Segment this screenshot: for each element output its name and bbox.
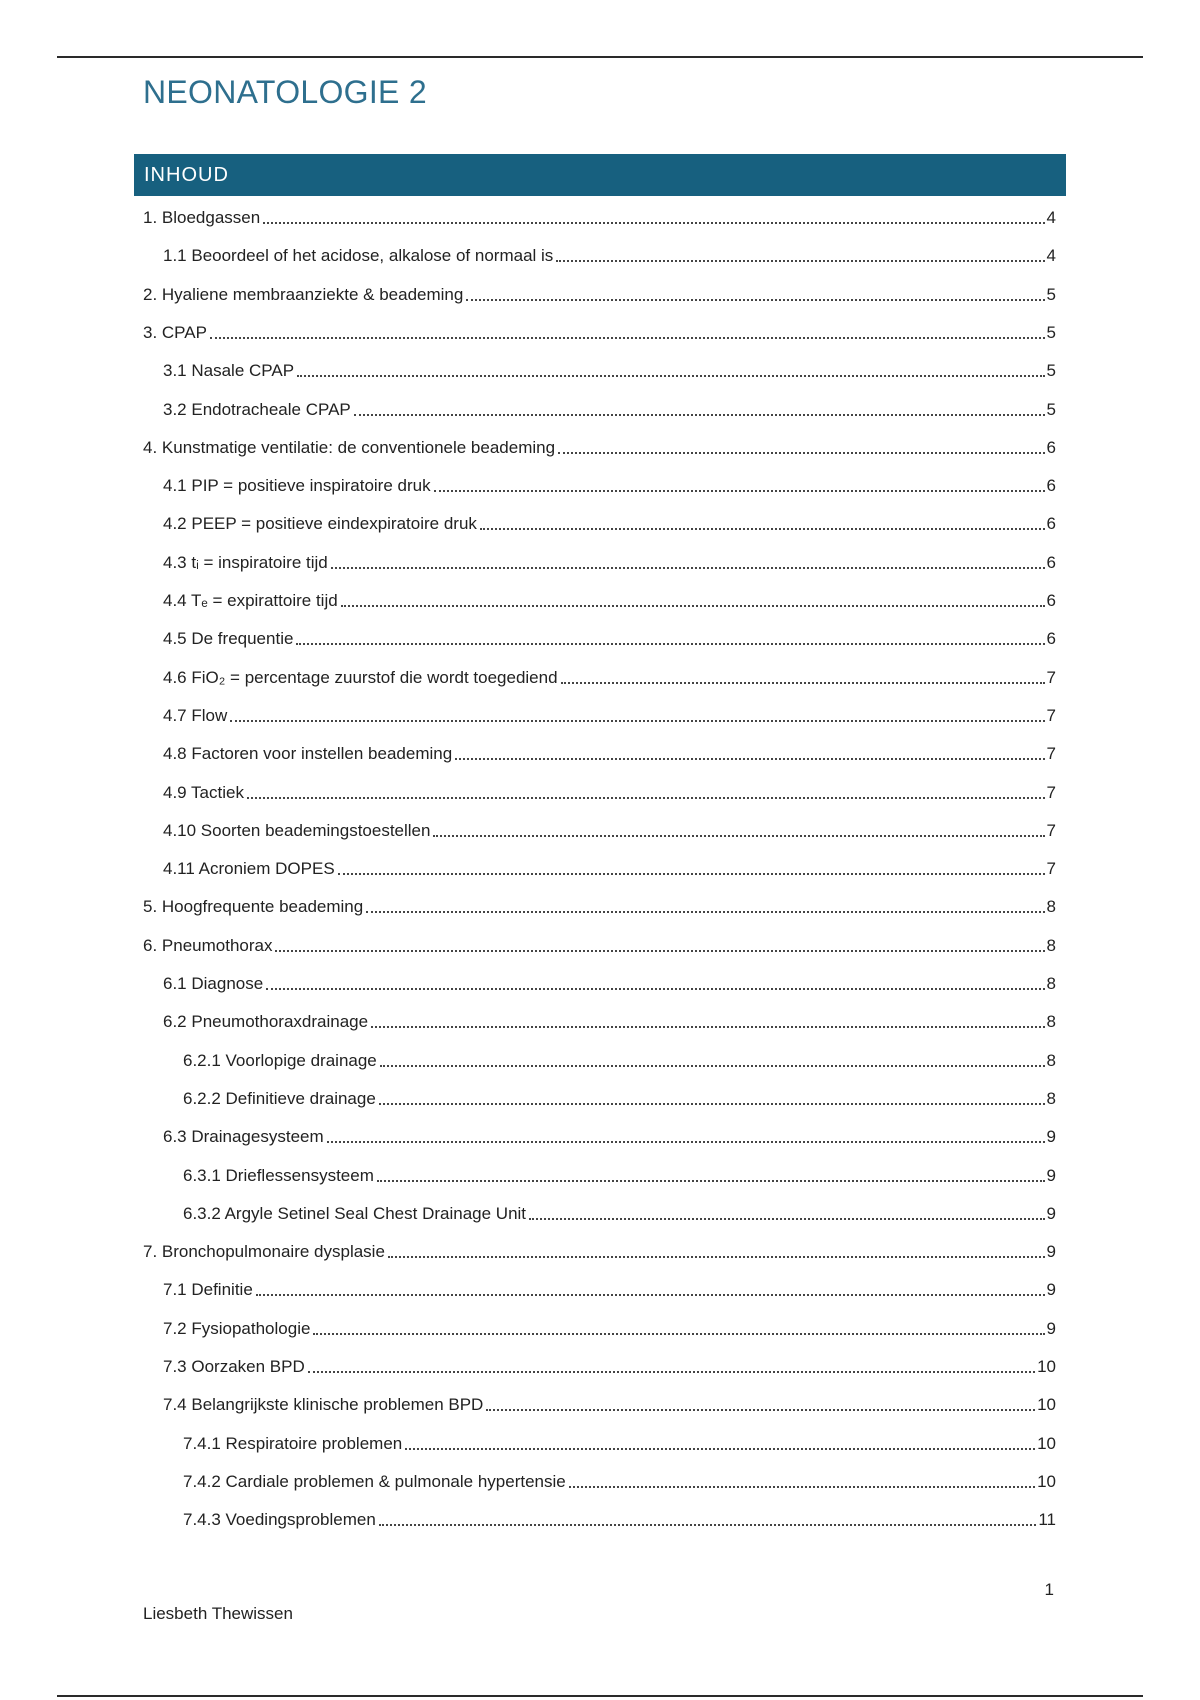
toc-dot-leader: [366, 911, 1044, 913]
toc-dot-leader: [405, 1448, 1035, 1450]
toc-dot-leader: [341, 605, 1045, 607]
toc-entry[interactable]: [143, 934, 1056, 958]
toc-entry[interactable]: [163, 1278, 1056, 1302]
toc-entry[interactable]: [183, 1470, 1056, 1494]
toc-entry[interactable]: [163, 474, 1056, 498]
toc-entry-page: 7: [1046, 859, 1056, 878]
toc-dot-leader: [569, 1486, 1035, 1488]
toc-entry-title: 3.1 Nasale CPAP: [163, 361, 295, 380]
toc-entry[interactable]: [163, 627, 1056, 651]
toc-entry-title: 6. Pneumothorax: [143, 936, 273, 955]
toc-entry[interactable]: [163, 1393, 1056, 1417]
toc-entry-title: 2. Hyaliene membraanziekte & beademing: [143, 285, 464, 304]
toc-entry-title: 7. Bronchopulmonaire dysplasie: [143, 1242, 385, 1261]
toc-entry-title: 7.4.3 Voedingsproblemen: [183, 1510, 376, 1529]
toc-entry-page: 7: [1046, 668, 1056, 687]
toc-dot-leader: [379, 1103, 1045, 1105]
top-rule: [57, 56, 1143, 58]
toc-entry-title: 4.11 Acroniem DOPES: [163, 859, 335, 878]
toc-entry[interactable]: [163, 512, 1056, 536]
toc-dot-leader: [263, 222, 1044, 224]
toc-entry[interactable]: [163, 857, 1056, 881]
toc-dot-leader: [433, 835, 1044, 837]
toc-entry-title: 1. Bloedgassen: [143, 208, 261, 227]
toc-entry-page: 10: [1037, 1395, 1056, 1414]
toc-dot-leader: [275, 950, 1044, 952]
toc-entry-title: 7.2 Fysiopathologie: [163, 1319, 311, 1338]
toc-dot-leader: [327, 1141, 1045, 1143]
toc-entry-page: 6: [1046, 476, 1056, 495]
toc-entry-title: 1.1 Beoordeel of het acidose, alkalose of normaal is: [163, 246, 554, 265]
toc-entry-title: 3. CPAP: [143, 323, 207, 342]
toc-entry-title: 7.4.2 Cardiale problemen & pulmonale hypertensie: [183, 1472, 566, 1491]
toc-entry[interactable]: [143, 321, 1056, 345]
toc-entry-page: 5: [1046, 361, 1056, 380]
document-title: NEONATOLOGIE 2: [143, 74, 427, 110]
toc-entry[interactable]: [163, 666, 1056, 690]
toc-entry-title: 6.2.1 Voorlopige drainage: [183, 1051, 377, 1070]
toc-entry-title: 4.7 Flow: [163, 706, 228, 725]
toc-entry-title: 4.1 PIP = positieve inspiratoire druk: [163, 476, 431, 495]
toc-entry-page: 6: [1046, 629, 1056, 648]
toc-entry-page: 4: [1046, 208, 1056, 227]
toc-entry[interactable]: [163, 1010, 1056, 1034]
toc-entry[interactable]: [163, 1125, 1056, 1149]
author-name: Liesbeth Thewissen: [143, 1604, 293, 1623]
toc-dot-leader: [354, 414, 1045, 416]
toc-dot-leader: [377, 1180, 1045, 1182]
toc-entry-page: 8: [1046, 1089, 1056, 1108]
toc-entry-page: 4: [1046, 246, 1056, 265]
toc-entry-page: 5: [1046, 323, 1056, 342]
toc-entry[interactable]: [163, 972, 1056, 996]
toc-entry-title: 4. Kunstmatige ventilatie: de conventionele beademing: [143, 438, 556, 457]
toc-dot-leader: [529, 1218, 1045, 1220]
toc-entry-title: 7.1 Definitie: [163, 1280, 253, 1299]
toc-dot-leader: [558, 452, 1044, 454]
toc-entry[interactable]: [143, 283, 1056, 307]
toc-entry-page: 7: [1046, 706, 1056, 725]
toc-entry-page: 6: [1046, 553, 1056, 572]
toc-entry-title: 7.4 Belangrijkste klinische problemen BPD: [163, 1395, 484, 1414]
toc-entry-page: 8: [1046, 1051, 1056, 1070]
toc-dot-leader: [297, 375, 1045, 377]
toc-entry[interactable]: [163, 589, 1056, 613]
toc-entry[interactable]: [143, 436, 1056, 460]
toc-dot-leader: [466, 299, 1044, 301]
toc-entry-page: 8: [1046, 974, 1056, 993]
toc-dot-leader: [247, 797, 1045, 799]
toc-entry-title: 4.2 PEEP = positieve eindexpiratoire druk: [163, 514, 477, 533]
toc-entry[interactable]: [143, 1240, 1056, 1264]
toc-dot-leader: [434, 490, 1045, 492]
toc-entry[interactable]: [163, 781, 1056, 805]
toc-entry-title: 5. Hoogfrequente beademing: [143, 897, 364, 916]
toc-entry-title: 6.3.2 Argyle Setinel Seal Chest Drainage Unit: [183, 1204, 527, 1223]
bottom-rule: [57, 1695, 1143, 1697]
toc-entry[interactable]: [183, 1432, 1056, 1456]
toc-entry-page: 7: [1046, 783, 1056, 802]
toc-dot-leader: [486, 1409, 1035, 1411]
toc-entry-title: 4.3 tᵢ = inspiratoire tijd: [163, 553, 328, 572]
toc-dot-leader: [313, 1333, 1044, 1335]
toc-dot-leader: [388, 1256, 1045, 1258]
toc-entry-title: 6.3.1 Drieflessensysteem: [183, 1166, 374, 1185]
toc-entry[interactable]: [163, 359, 1056, 383]
toc-entry-title: 6.1 Diagnose: [163, 974, 264, 993]
toc-dot-leader: [371, 1026, 1044, 1028]
page-number: 1: [1044, 1580, 1054, 1599]
toc-entry-title: 7.3 Oorzaken BPD: [163, 1357, 305, 1376]
toc-entry[interactable]: [183, 1087, 1056, 1111]
toc-dot-leader: [338, 873, 1045, 875]
toc-entry-page: 6: [1046, 591, 1056, 610]
toc-entry[interactable]: [163, 398, 1056, 422]
toc-dot-leader: [480, 528, 1045, 530]
toc-entry[interactable]: [163, 551, 1056, 575]
toc-dot-leader: [266, 988, 1044, 990]
toc-entry-page: 5: [1046, 400, 1056, 419]
toc-entry-title: 7.4.1 Respiratoire problemen: [183, 1434, 403, 1453]
toc-entry-page: 9: [1046, 1204, 1056, 1223]
toc-entry-page: 9: [1046, 1242, 1056, 1261]
toc-entry-page: 11: [1038, 1510, 1056, 1529]
toc-entry-title: 4.4 Tₑ = expirattoire tijd: [163, 591, 338, 610]
toc-heading: INHOUD: [134, 154, 1066, 196]
toc-dot-leader: [230, 720, 1044, 722]
toc-entry-title: 6.2.2 Definitieve drainage: [183, 1089, 376, 1108]
toc-dot-leader: [455, 758, 1044, 760]
toc-entry[interactable]: [143, 895, 1056, 919]
toc-entry-title: 6.3 Drainagesysteem: [163, 1127, 324, 1146]
toc-entry-page: 9: [1046, 1280, 1056, 1299]
toc-entry[interactable]: [183, 1508, 1056, 1532]
toc-entry-page: 8: [1046, 897, 1056, 916]
toc-entry-page: 10: [1037, 1357, 1056, 1376]
toc-entry-title: 6.2 Pneumothoraxdrainage: [163, 1012, 369, 1031]
toc-entry-page: 9: [1046, 1127, 1056, 1146]
toc-dot-leader: [210, 337, 1045, 339]
toc-dot-leader: [296, 643, 1044, 645]
toc-dot-leader: [561, 682, 1045, 684]
toc-entry[interactable]: [183, 1202, 1056, 1226]
toc-entry-title: 3.2 Endotracheale CPAP: [163, 400, 351, 419]
toc-entry-page: 10: [1037, 1434, 1056, 1453]
toc-dot-leader: [379, 1524, 1037, 1526]
toc-entry-page: 7: [1046, 744, 1056, 763]
toc-entry-title: 4.5 De frequentie: [163, 629, 294, 648]
toc-entry-page: 8: [1046, 936, 1056, 955]
toc-entry-page: 10: [1037, 1472, 1056, 1491]
toc-entry[interactable]: [163, 742, 1056, 766]
toc-entry[interactable]: [183, 1049, 1056, 1073]
toc-dot-leader: [308, 1371, 1035, 1373]
toc-entry-page: 8: [1046, 1012, 1056, 1031]
toc-entry[interactable]: [163, 819, 1056, 843]
toc-entry-page: 6: [1046, 438, 1056, 457]
toc-entry-page: 6: [1046, 514, 1056, 533]
toc-entry[interactable]: [163, 244, 1056, 268]
toc-entry[interactable]: [143, 206, 1056, 230]
toc-dot-leader: [380, 1065, 1045, 1067]
toc-entry-title: 4.9 Tactiek: [163, 783, 244, 802]
toc-dot-leader: [556, 260, 1044, 262]
toc-entry[interactable]: [183, 1164, 1056, 1188]
toc-entry-page: 7: [1046, 821, 1056, 840]
toc-entry-page: 5: [1046, 285, 1056, 304]
toc-entry-title: 4.10 Soorten beademingstoestellen: [163, 821, 431, 840]
toc-entry-title: 4.8 Factoren voor instellen beademing: [163, 744, 453, 763]
toc-entry[interactable]: [163, 1355, 1056, 1379]
toc-dot-leader: [256, 1294, 1045, 1296]
toc-entry-page: 9: [1046, 1319, 1056, 1338]
toc-entry[interactable]: [163, 1317, 1056, 1341]
toc-entry-page: 9: [1046, 1166, 1056, 1185]
toc-entry-title: 4.6 FiO₂ = percentage zuurstof die wordt toegediend: [163, 668, 558, 687]
toc-entry[interactable]: [163, 704, 1056, 728]
toc-dot-leader: [331, 567, 1045, 569]
